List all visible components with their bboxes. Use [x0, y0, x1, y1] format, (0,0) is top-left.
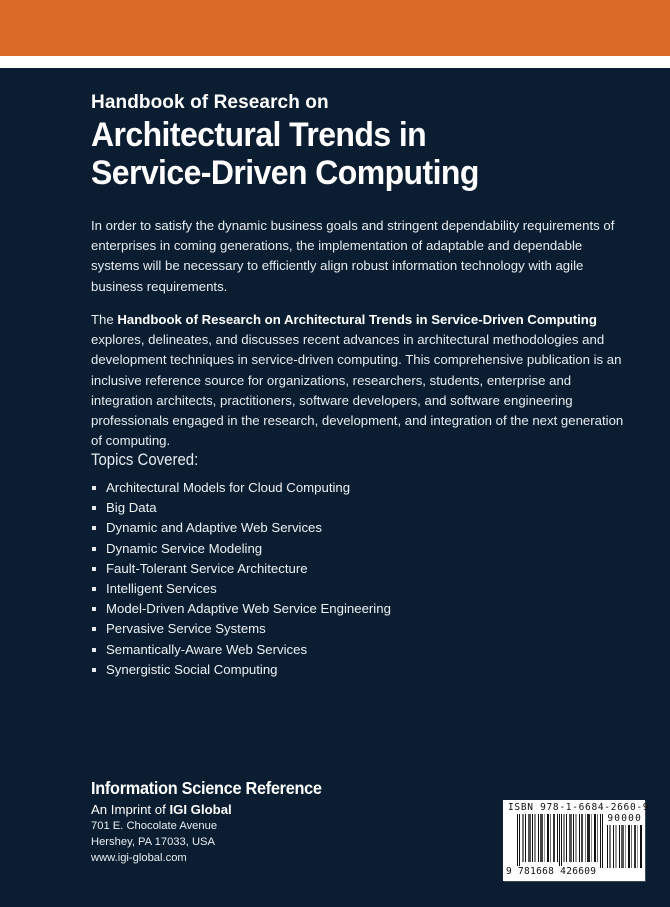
title-line-2: Service-Driven Computing — [91, 154, 479, 192]
topic-item — [91, 498, 391, 518]
square-bullet-icon — [92, 627, 96, 631]
topic-label: Dynamic Service Modeling — [106, 540, 263, 556]
topic-label: Architectural Models for Cloud Computing — [106, 480, 351, 495]
barcode-bars-icon — [517, 814, 603, 868]
publisher-name: Information Science Reference — [91, 778, 322, 798]
imprint-line — [91, 801, 339, 818]
topic-label: Semantically-Aware Web Services — [106, 641, 308, 657]
paragraph2-text: explores, delineates, and discusses recent advances in architectural methodologies and development techniques in service-driven computing. This comprehensive publication is an inclusive reference source for organizations, researchers, students, enterprise and integration architects, practitioners, software developers, and software engineering professionals engaged in the research, development, and integration of the next generation of computing. — [91, 332, 624, 449]
topic-label: Dynamic and Adaptive Web Services — [106, 520, 322, 536]
title-line-1: Architectural Trends in — [91, 116, 427, 154]
description-paragraph-2 — [91, 310, 631, 451]
topic-item — [91, 660, 391, 680]
square-bullet-icon — [92, 526, 96, 530]
topics-heading: Topics Covered: — [91, 450, 199, 469]
topic-item — [91, 518, 391, 538]
address-line-2: Hershey, PA 17033, USA — [91, 836, 215, 848]
topics-list — [91, 478, 391, 680]
topic-item — [91, 478, 391, 498]
topic-label: Pervasive Service Systems — [106, 621, 266, 637]
ean-digits: 9 781668 426609 — [506, 866, 597, 877]
topic-item — [91, 640, 391, 660]
square-bullet-icon — [92, 607, 96, 611]
square-bullet-icon — [92, 567, 96, 571]
publisher-website: www.igi-global.com — [91, 852, 187, 864]
price-addon-bars-icon — [607, 825, 643, 868]
topic-item — [91, 619, 391, 639]
price-code: 90000 — [607, 813, 642, 824]
square-bullet-icon — [92, 668, 96, 672]
topic-item — [91, 559, 391, 579]
topic-label: Synergistic Social Computing — [106, 661, 278, 677]
imprint-company: IGI Global — [169, 802, 232, 817]
square-bullet-icon — [92, 486, 96, 490]
publisher-block — [91, 778, 339, 866]
imprint-prefix: An Imprint of — [91, 802, 170, 817]
topic-item — [91, 539, 391, 559]
book-title — [91, 116, 599, 192]
square-bullet-icon — [92, 547, 96, 551]
white-divider-stripe — [0, 56, 670, 68]
address-line-1: 701 E. Chocolate Avenue — [91, 820, 218, 832]
book-title-bold: Handbook of Research on Architectural Trends in Service-Driven Computing — [117, 312, 597, 327]
square-bullet-icon — [92, 648, 96, 652]
topic-label: Fault-Tolerant Service Architecture — [106, 560, 308, 576]
isbn-label: ISBN 978-1-6684-2660-9 — [508, 802, 650, 813]
isbn-barcode — [503, 800, 650, 881]
paragraph2-prefix: The — [91, 312, 118, 327]
topic-label: Model-Driven Adaptive Web Service Engineering — [106, 601, 391, 617]
topic-item — [91, 599, 391, 619]
orange-top-band — [0, 0, 670, 56]
square-bullet-icon — [92, 587, 96, 591]
topic-label: Big Data — [106, 500, 157, 516]
back-cover-content — [91, 92, 631, 677]
description-paragraph-1: In order to satisfy the dynamic business goals and stringent dependability requirements of enterprises in coming generations, the implementation of adaptable and dependable systems will be necessary to efficiently align robust information technology with agile business requirements. — [91, 218, 615, 294]
book-subtitle: Handbook of Research on — [91, 92, 329, 113]
topic-label: Intelligent Services — [106, 581, 217, 597]
square-bullet-icon — [92, 506, 96, 510]
topic-item — [91, 579, 391, 599]
